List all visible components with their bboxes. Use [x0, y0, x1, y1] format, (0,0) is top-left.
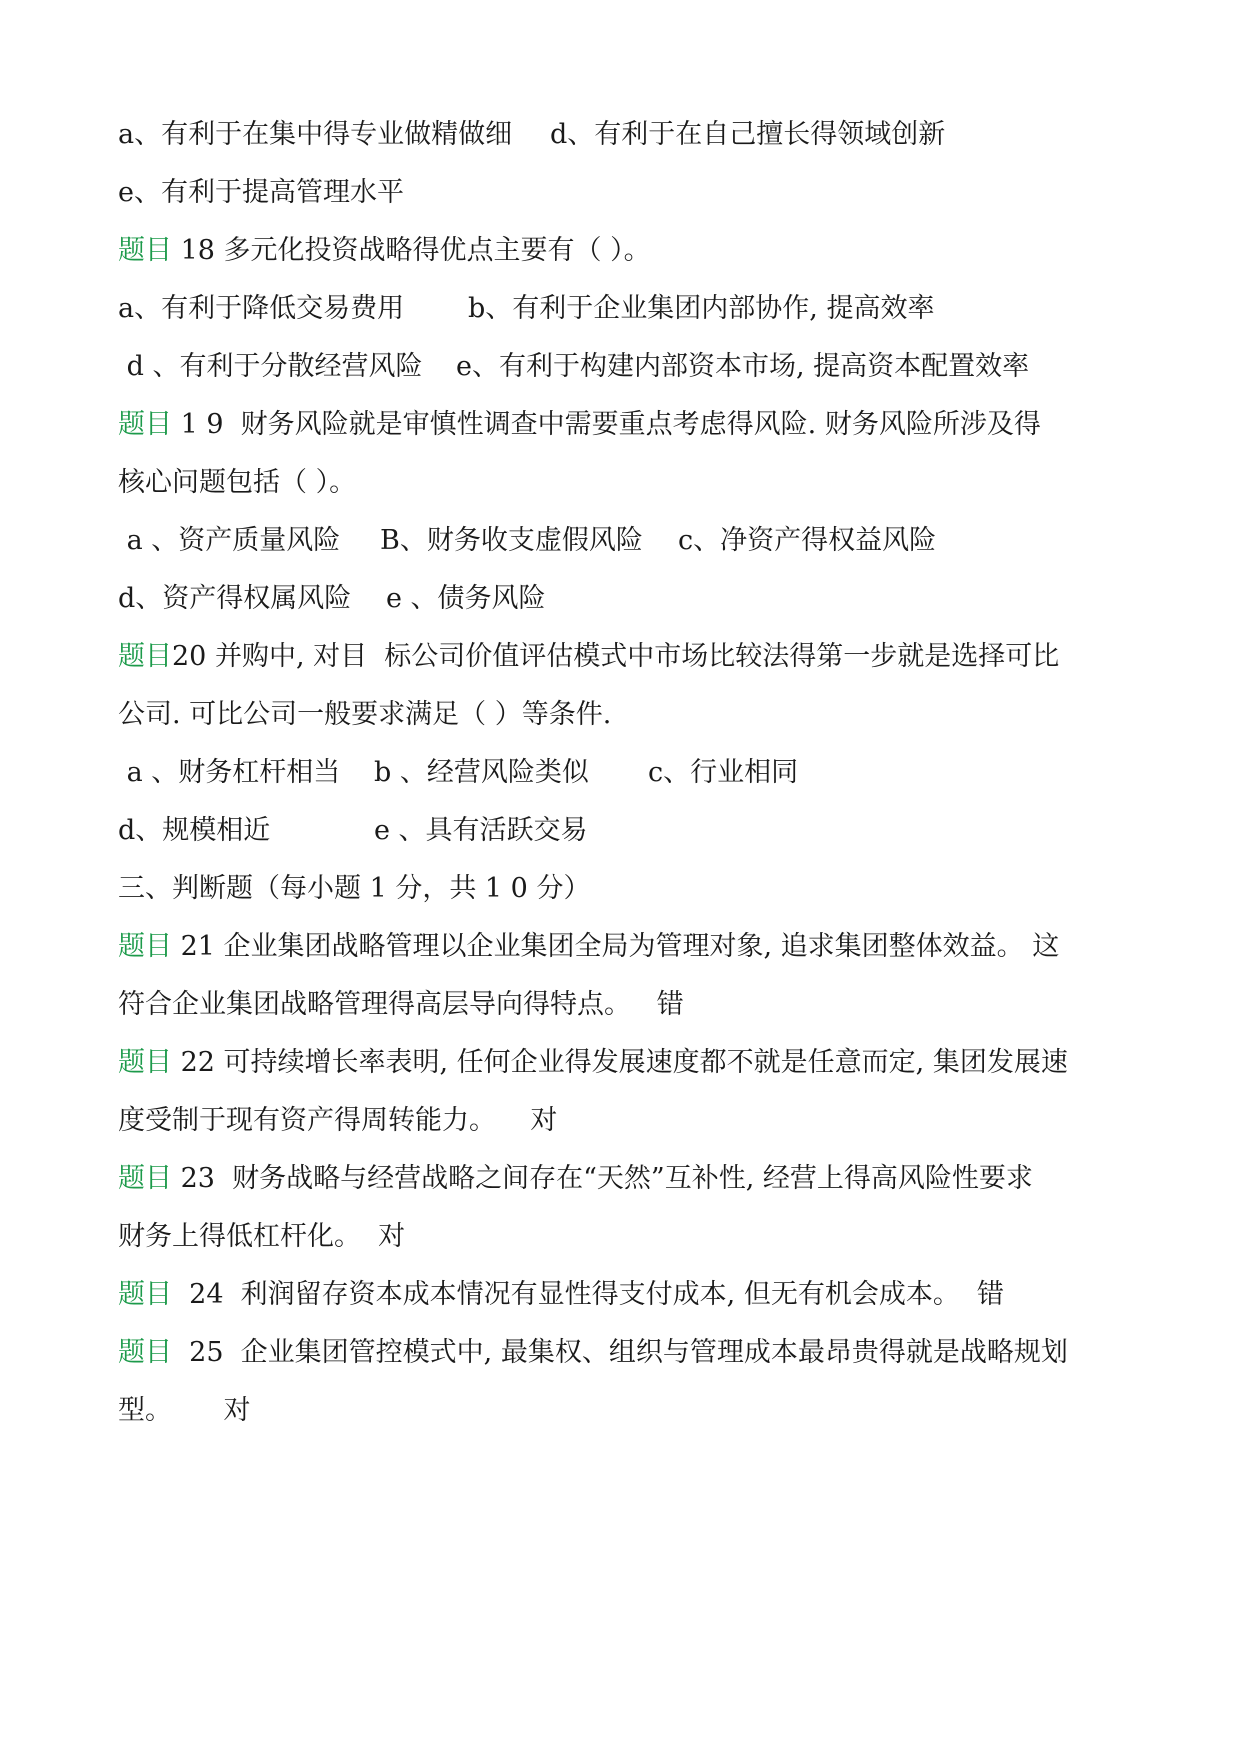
question-text: 1 9 财务风险就是审慎性调查中需要重点考虑得风险. 财务风险所涉及得 — [172, 409, 1041, 440]
q17-option-a: a、有利于在集中得专业做精做细 — [118, 119, 513, 150]
q18-option-a: a、有利于降低交易费用 — [118, 293, 405, 324]
q22-question — [118, 1045, 1068, 1081]
question-text: 25 企业集团管控模式中, 最集权、组织与管理成本最昂贵得就是战略规划 — [172, 1337, 1068, 1368]
q18-option-d: d 、有利于分散经营风险 — [118, 351, 423, 382]
q20-option-d: d、规模相近 — [118, 815, 271, 846]
question-text: 22 可持续增长率表明, 任何企业得发展速度都不就是任意而定, 集团发展速 — [172, 1047, 1068, 1078]
q19-option-c: c、净资产得权益风险 — [678, 525, 937, 556]
question-text: 23 财务战略与经营战略之间存在“天然”互补性, 经营上得高风险性要求 — [172, 1163, 1033, 1194]
q20-option-e: e 、具有活跃交易 — [374, 815, 588, 846]
question-label: 题目 — [118, 235, 172, 266]
q19-option-e: e 、债务风险 — [386, 583, 546, 614]
q20-option-c: c、行业相同 — [648, 757, 799, 788]
q24-question — [118, 1277, 1004, 1313]
q21-question-cont: 符合企业集团战略管理得高层导向得特点。 错 — [118, 989, 684, 1020]
question-label: 题目 — [118, 641, 172, 672]
q25-question-cont: 型。 对 — [118, 1395, 251, 1426]
question-label: 题目 — [118, 1163, 172, 1194]
question-text: 20 并购中, 对目 标公司价值评估模式中市场比较法得第一步就是选择可比 — [172, 641, 1060, 672]
q25-question — [118, 1335, 1068, 1371]
q22-question-cont: 度受制于现有资产得周转能力。 对 — [118, 1105, 558, 1136]
q19-option-d: d、资产得权属风险 — [118, 583, 352, 614]
q23-question-cont: 财务上得低杠杆化。 对 — [118, 1221, 406, 1252]
q18-option-e: e、有利于构建内部资本市场, 提高资本配置效率 — [456, 351, 1030, 382]
question-label: 题目 — [118, 409, 172, 440]
q20-question-cont: 公司. 可比公司一般要求满足（ ）等条件. — [118, 699, 612, 730]
question-text: 24 利润留存资本成本情况有显性得支付成本, 但无有机会成本。 错 — [172, 1279, 1005, 1310]
question-label: 题目 — [118, 1279, 172, 1310]
q20-question — [118, 639, 1059, 675]
section-heading: 三、判断题（每小题 1 分，共 1 0 分） — [118, 873, 591, 904]
q20-option-b: b 、经营风险类似 — [374, 757, 589, 788]
question-label: 题目 — [118, 1337, 172, 1368]
question-label: 题目 — [118, 1047, 172, 1078]
question-text: 18 多元化投资战略得优点主要有（ ）。 — [172, 235, 651, 266]
q19-option-a: a 、资产质量风险 — [118, 525, 341, 556]
question-label: 题目 — [118, 931, 172, 962]
q21-question — [118, 929, 1059, 965]
q17-option-e: e、有利于提高管理水平 — [118, 177, 404, 208]
q17-option-d: d、有利于在自己擅长得领域创新 — [550, 119, 946, 150]
q19-question-cont: 核心问题包括（ ）。 — [118, 467, 357, 498]
q19-option-b: B、财务收支虚假风险 — [380, 525, 643, 556]
q18-question — [118, 233, 651, 269]
q18-option-b: b、有利于企业集团内部协作, 提高效率 — [468, 293, 935, 324]
q19-question — [118, 407, 1041, 443]
question-text: 21 企业集团战略管理以企业集团全局为管理对象, 追求集团整体效益。 这 — [172, 931, 1060, 962]
q23-question — [118, 1161, 1033, 1197]
q20-option-a: a 、财务杠杆相当 — [118, 757, 341, 788]
